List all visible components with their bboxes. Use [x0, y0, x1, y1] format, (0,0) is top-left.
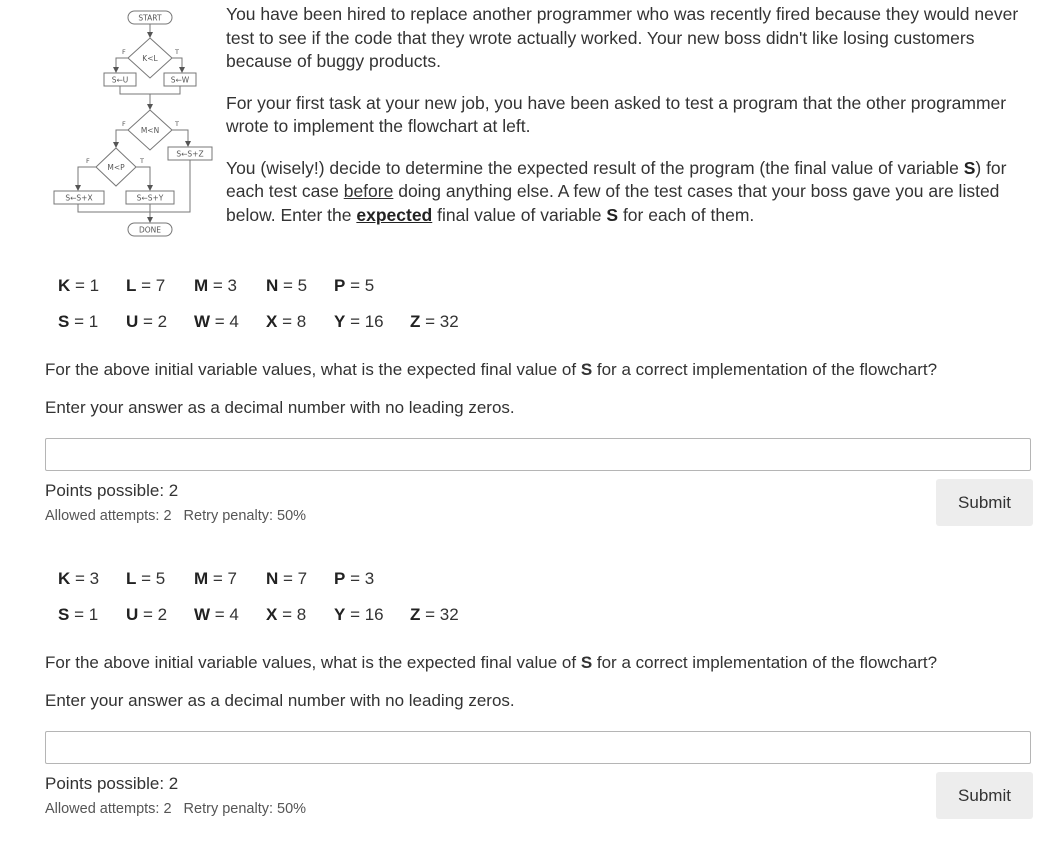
answer-instruction: Enter your answer as a decimal number with no leading zeros.: [45, 691, 515, 710]
question-2: [45, 567, 1033, 824]
decision-m-lt-p-label: M<P: [107, 163, 125, 172]
intro-paragraph-2: For your first task at your new job, you have been asked to test a program that the other programmer wrote to implement the flowchart at left.: [226, 92, 1007, 136]
question-1: [45, 274, 1033, 531]
done-label: DONE: [138, 225, 162, 235]
answer-input[interactable]: [45, 438, 1031, 471]
d1-false-label: F: [122, 48, 126, 56]
d3-true-label: T: [140, 157, 144, 165]
var-p: P = 5: [334, 276, 375, 295]
question-prompt: For the above initial variable values, what is the expected final value of S for a correct implementation of the flowchart?: [45, 360, 938, 379]
var-z: Z = 32: [410, 605, 459, 624]
var-y: Y = 16: [334, 312, 384, 331]
var-s: S = 1: [58, 312, 99, 331]
var-z: Z = 32: [410, 312, 459, 331]
var-u: U = 2: [126, 312, 168, 331]
intro-text: [226, 3, 1036, 245]
var-y: Y = 16: [334, 605, 384, 624]
allowed-attempts: Allowed attempts: 2: [45, 508, 172, 524]
var-n: N = 7: [266, 569, 308, 588]
allowed-attempts: Allowed attempts: 2: [45, 801, 172, 817]
var-w: W = 4: [194, 605, 239, 624]
submit-button[interactable]: Submit: [936, 479, 1033, 526]
variable-values: [45, 274, 1033, 354]
question-meta: [45, 774, 1033, 824]
var-u: U = 2: [126, 605, 168, 624]
retry-penalty: Retry penalty: 50%: [183, 508, 307, 524]
var-s: S = 1: [58, 605, 99, 624]
retry-penalty: Retry penalty: 50%: [183, 801, 307, 817]
d1-true-label: T: [175, 48, 179, 56]
assign-s-u-label: S←U: [111, 75, 129, 85]
flowchart-diagram: [50, 6, 215, 242]
var-x: X = 8: [266, 312, 307, 331]
assign-s-s-plus-x-label: S←S+X: [65, 193, 93, 203]
var-k: K = 3: [58, 569, 100, 588]
d3-false-label: F: [86, 157, 90, 165]
var-k: K = 1: [58, 276, 100, 295]
var-m: M = 7: [194, 569, 238, 588]
intro-paragraph-3: You (wisely!) decide to determine the expected result of the program (the final value of variable S) for each test case before doing anything else. A few of the test cases that your boss gave you are listed below. Enter the expected final value of variable S for each of them.: [226, 157, 1007, 225]
assign-s-w-label: S←W: [170, 75, 190, 85]
decision-m-lt-n-label: M<N: [140, 126, 160, 135]
var-l: L = 7: [126, 276, 166, 295]
assign-s-s-plus-y-label: S←S+Y: [136, 193, 164, 203]
question-meta: [45, 481, 1033, 531]
var-l: L = 5: [126, 569, 166, 588]
variable-values: [45, 567, 1033, 647]
points-possible: Points possible: 2: [45, 481, 179, 500]
answer-instruction: Enter your answer as a decimal number with no leading zeros.: [45, 398, 515, 417]
var-p: P = 3: [334, 569, 375, 588]
var-x: X = 8: [266, 605, 307, 624]
decision-k-lt-l-label: K<L: [142, 54, 158, 63]
var-m: M = 3: [194, 276, 238, 295]
d2-false-label: F: [122, 120, 126, 128]
question-prompt: For the above initial variable values, what is the expected final value of S for a correct implementation of the flowchart?: [45, 653, 938, 672]
points-possible: Points possible: 2: [45, 774, 179, 793]
var-n: N = 5: [266, 276, 308, 295]
var-w: W = 4: [194, 312, 239, 331]
attempt-info: [45, 508, 318, 524]
intro-paragraph-1: You have been hired to replace another programmer who was recently fired because they would never test to see if the code that they wrote actually worked. Your new boss didn't like losing customers because of buggy products.: [226, 4, 1019, 71]
submit-button[interactable]: Submit: [936, 772, 1033, 819]
answer-input[interactable]: [45, 731, 1031, 764]
attempt-info: [45, 801, 318, 817]
d2-true-label: T: [175, 120, 179, 128]
start-label: START: [138, 13, 162, 23]
assign-s-s-plus-z-label: S←S+Z: [176, 149, 204, 159]
